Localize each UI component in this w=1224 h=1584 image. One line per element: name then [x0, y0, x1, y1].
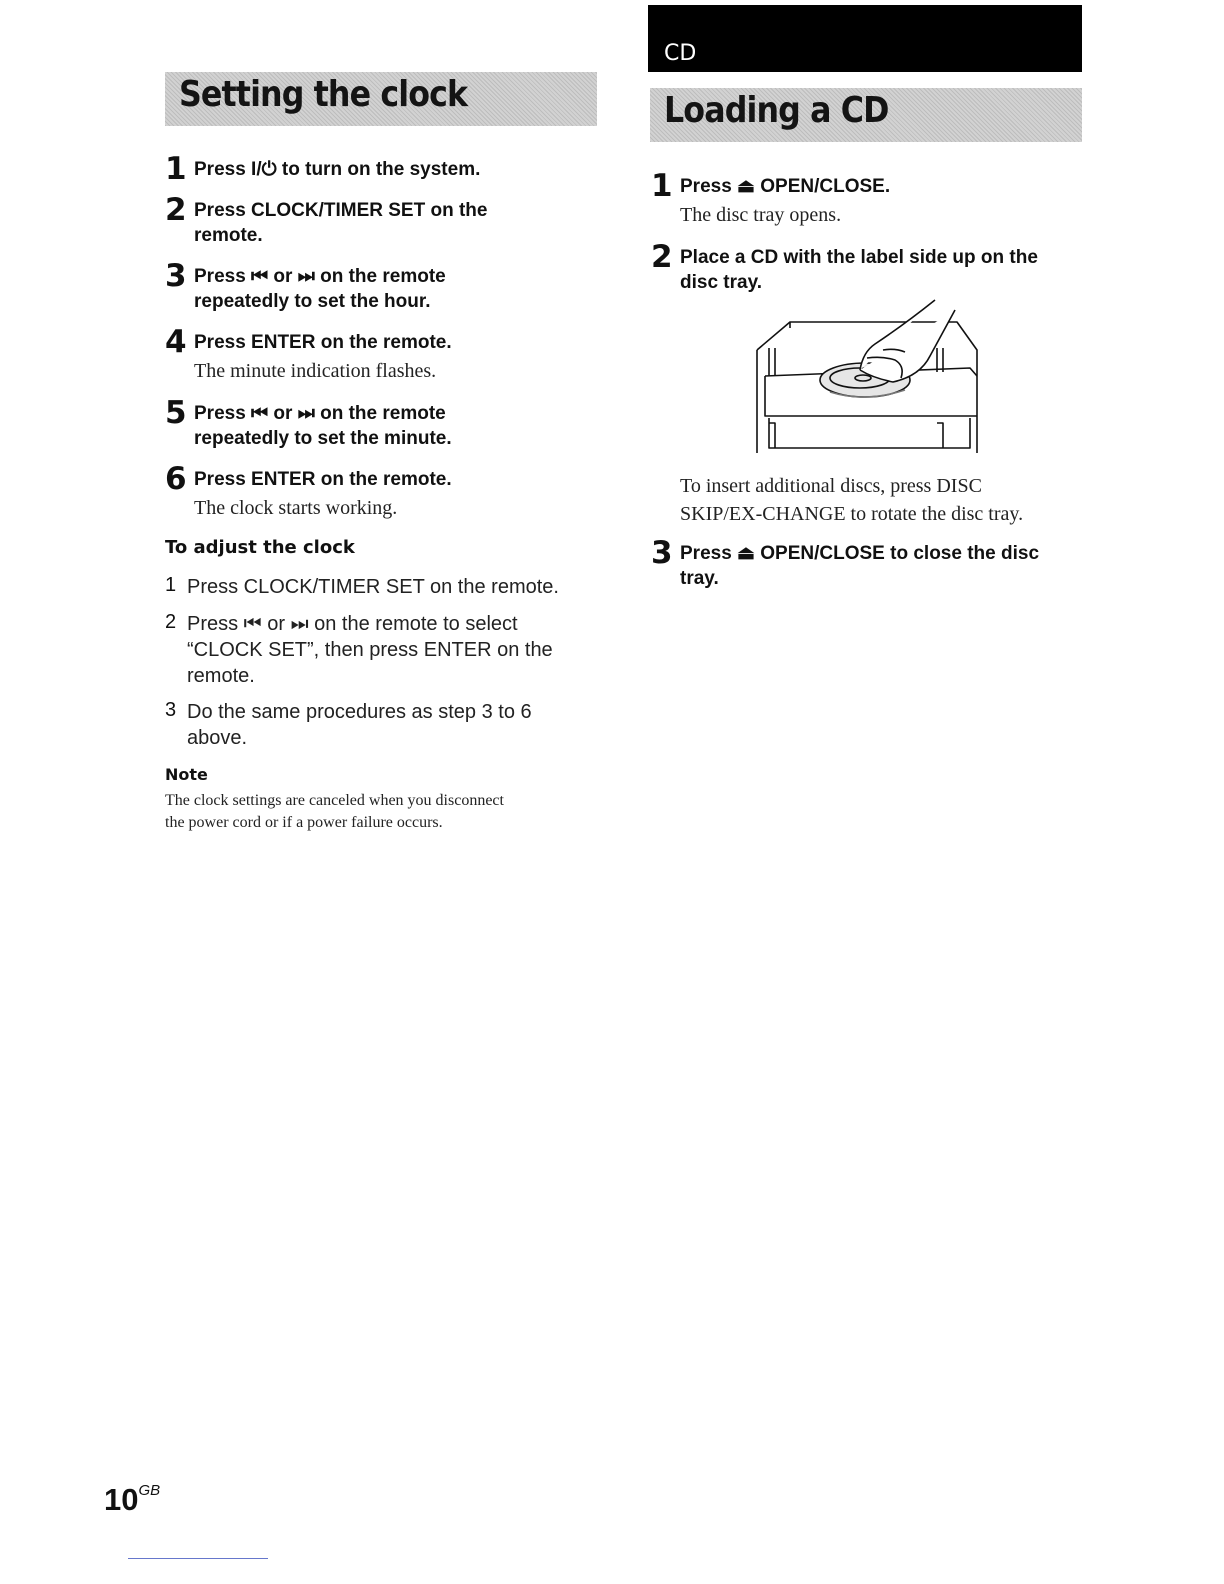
step-text: Place a CD with the label side up on the disc tray. [680, 247, 1038, 293]
section-banner-setting-clock [165, 72, 597, 126]
section-title: Setting the clock [179, 74, 468, 115]
disc-tray-illustration [745, 298, 990, 458]
footer-rule [128, 1558, 268, 1559]
step-number: 1 [165, 574, 177, 596]
step-number: 3 [165, 699, 177, 721]
step-result: The disc tray opens. [680, 204, 842, 226]
step-number: 2 [651, 239, 673, 275]
step-result: The minute indication flashes. [194, 360, 437, 382]
section-label: CD [664, 41, 697, 66]
step-text: Press ⏮ or ⏭ on the remote to select “CLOCK SET”, then press ENTER on the remote. [187, 613, 553, 687]
step-text: Press ENTER on the remote. [194, 469, 452, 490]
note-heading: Note [165, 765, 208, 784]
section-title: Loading a CD [664, 90, 889, 131]
step-text: Press ENTER on the remote. [194, 332, 452, 353]
step-number: 4 [165, 324, 187, 360]
step-text: Press ⏮ or ⏭ on the remote repeatedly to set the hour. [194, 266, 446, 312]
step-text: Press ⏏ OPEN/CLOSE. [680, 176, 891, 197]
step-number: 3 [651, 535, 673, 571]
page-suffix: GB [138, 1481, 161, 1499]
step-number: 2 [165, 192, 187, 228]
step-number: 1 [165, 151, 187, 187]
step-number: 1 [651, 168, 673, 204]
section-header-bar [648, 5, 1082, 72]
step-number: 3 [165, 258, 187, 294]
insert-note: To insert additional discs, press DISC SKIP/EX-CHANGE to rotate the disc tray. [680, 475, 1024, 525]
step-number: 5 [165, 395, 187, 431]
step-number: 6 [165, 461, 187, 497]
step-text: Do the same procedures as step 3 to 6 above. [187, 701, 532, 749]
step-number: 2 [165, 611, 177, 633]
step-text: Press CLOCK/TIMER SET on the remote. [187, 576, 559, 598]
section-banner-loading-cd [650, 88, 1082, 142]
page-number: $10^{GB}$ [104, 1481, 161, 1517]
step-result: The clock starts working. [194, 497, 398, 519]
note-text: The clock settings are canceled when you disconnect the power cord or if a power failure occurs. [165, 792, 504, 831]
step-text: Press ⏮ or ⏭ on the remote repeatedly to set the minute. [194, 403, 452, 449]
step-text: Press ⏏ OPEN/CLOSE to close the disc tray. [680, 543, 1040, 589]
adjust-clock-heading: To adjust the clock [165, 537, 355, 558]
step-text: Press CLOCK/TIMER SET on the remote. [194, 200, 488, 246]
step-text: Press I/⏻ to turn on the system. [194, 159, 481, 180]
